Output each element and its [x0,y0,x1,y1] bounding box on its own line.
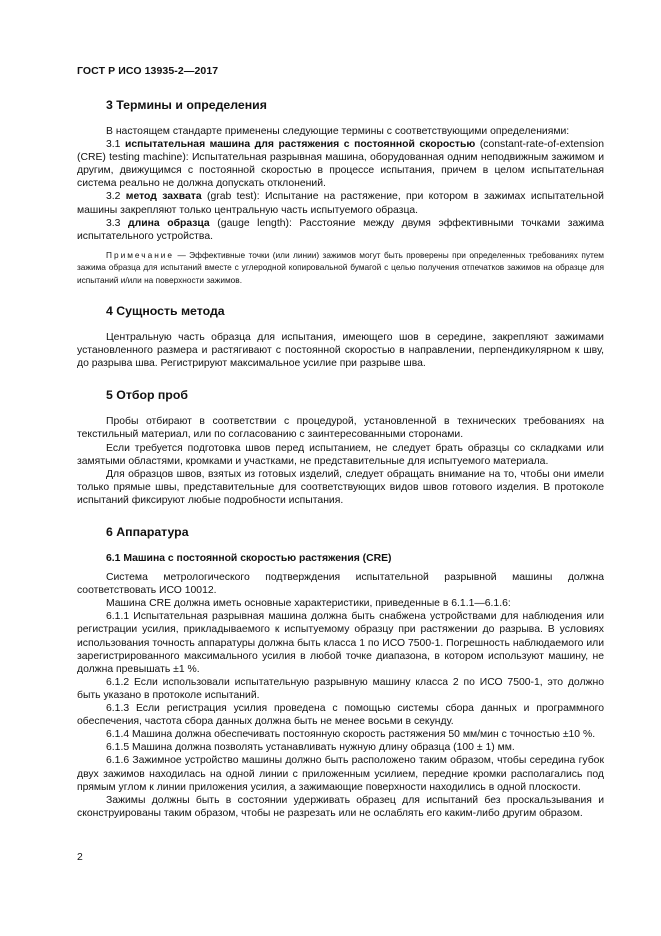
section-5-paragraph-1: Пробы отбирают в соответствии с процедурой, установленной в технических требованиях на текстильный материал, или по согласованию с заинтересованными сторонами. [77,416,604,441]
document-header: ГОСТ Р ИСО 13935-2—2017 [77,65,219,77]
term-3-3 [77,217,604,243]
term-3-1 [77,138,604,190]
term-3-3-term: длина образца [128,217,210,229]
section-4-paragraph: Центральную часть образца для испытания, имеющего шов в середине, закрепляют зажимами установленного размера и растягивают с постоянной скоростью в направлении, перпендикулярном к шву, до разрыва шва. Регистрируют максимальное усилие при разрыве шва. [77,332,604,370]
section-6-paragraph-2: Машина CRE должна иметь основные характеристики, приведенные в 6.1.1—6.1.6: [106,598,511,610]
section-3-intro: В настоящем стандарте применены следующие термины с соответствующими определениями: [106,126,570,137]
clause-6-1-5: 6.1.5 Машина должна позволять устанавливать нужную длину образца (100 ± 1) мм. [106,742,515,754]
clause-6-1-6: 6.1.6 Зажимное устройство машины должно быть расположено таким образом, чтобы середина губок двух зажимов находилась на одной линии с приложенным усилием, передние кромки располагались под прямым углом к линии приложения усилия, а зажимающие поверхности находились в одной плоскости. [77,755,604,793]
section-6-title: 6 Аппаратура [106,525,189,539]
term-3-1-term: испытательная машина для растяжения с постоянной скоростью [124,139,476,151]
note-3 [77,249,604,286]
note-label: Примечание [106,249,175,260]
clause-6-1-2: 6.1.2 Если использовали испытательную разрывную машину класса 2 по ИСО 7500-1, это должно быть указано в протоколе испытаний. [77,676,604,701]
term-3-2-text: (grab test): Испытание на растяжение, при котором в зажимах испытательной машины закрепляют только центральную часть испытуемого образца. [77,191,604,216]
document-body [77,97,604,820]
section-5-paragraph-3: Для образцов швов, взятых из готовых изделий, следует обращать внимание на то, чтобы они имели только прямые швы, представительные для соответствующих видов швов готового изделия. В протоколе испытаний фиксируют любые подробности испытания. [77,468,604,506]
note-text: — Эффективные точки (или линии) зажимов могут быть проверены при определенных требованиях путем зажима образца для испытаний вместе с углеродной копировальной бумагой с целью получения отпечатков зажимов на образце для испытаний и/или на поверхности зажимов. [77,249,604,285]
term-3-2-term: метод захвата [125,191,202,203]
section-6-paragraph-clamps: Зажимы должны быть в состоянии удерживать образец для испытаний без проскальзывания и сконструированы таким образом, чтобы не разрезать или не ослаблять его каким-либо другим образом. [77,794,604,819]
section-5-paragraph-2: Если требуется подготовка швов перед испытанием, не следует брать образцы со складками или замятыми областями, кромками и участками, не представительные для испытуемого материала. [77,442,604,467]
page-number: 2 [77,852,83,863]
term-3-3-num: 3.3 [106,217,129,229]
section-6-paragraph-1: Система метрологического подтверждения испытательной разрывной машины должна соответствовать ИСО 10012. [77,572,604,597]
term-3-2 [77,190,604,216]
clause-6-1-3: 6.1.3 Если регистрация усилия проведена с помощью системы сбора данных и программного обеспечения, частота сбора данных должна быть не менее восьми в секунду. [77,703,604,728]
section-3-title: 3 Термины и определения [106,98,267,112]
term-3-1-text: (constant-rate-of-extension (CRE) testing machine): Испытательная разрывная машина, оборудованная одним неподвижным зажимом и другим, движущимся с постоянной скоростью в процессе испытания, причем в целом испытательная система реально не должна допускать отклонений. [77,139,604,190]
section-5-title: 5 Отбор проб [106,388,188,403]
term-3-2-num: 3.2 [106,191,126,203]
clause-6-1-1: 6.1.1 Испытательная разрывная машина должна быть снабжена устройствами для наблюдения или регистрации усилия, прикладываемого к испытуемому образцу при растяжении до разрыва. В условиях использования точность аппаратуры должна быть класса 1 по ИСО 7500-1. Погрешность наблюдаемого или зарегистрированного максимального усилия в любой точке диапазона, в котором используют машину, не должна превышать ±1 %. [77,611,604,675]
term-3-3-text: (gauge length): Расстояние между двумя эффективными точками зажима испытательного устройства. [77,217,604,242]
term-3-1-num: 3.1 [106,139,125,151]
clause-6-1-4: 6.1.4 Машина должна обеспечивать постоянную скорость растяжения 50 мм/мин с точностью ±10 %. [106,729,596,741]
section-4-title: 4 Сущность метода [106,304,225,319]
subsection-6-1-title: 6.1 Машина с постоянной скоростью растяжения (CRE) [106,553,392,564]
